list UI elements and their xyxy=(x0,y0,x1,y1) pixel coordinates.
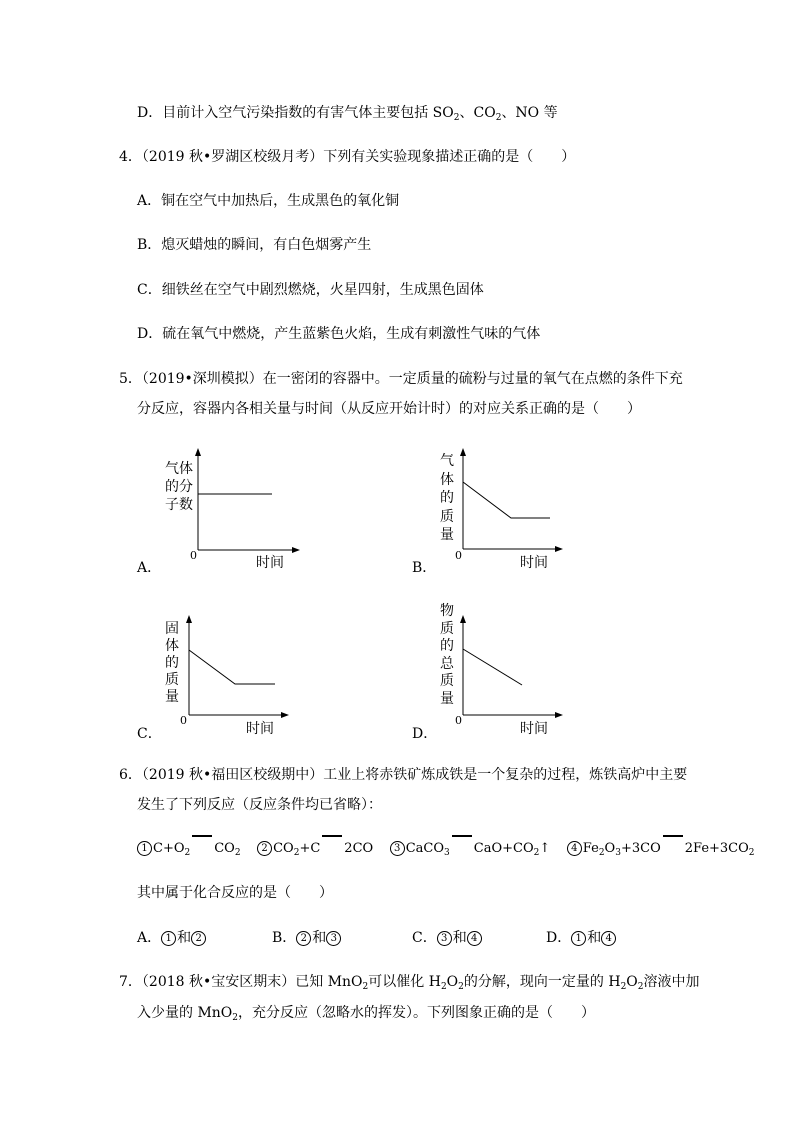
q6-stem-line1: 6．（2019 秋•福田区校级期中）工业上将赤铁矿炼成铁是一个复杂的过程，炼铁高炉中主要 xyxy=(119,767,688,783)
graph-c-xlabel: 时间 xyxy=(246,721,274,737)
graph-d-ylabel: 物 质 的 总 质 量 xyxy=(440,603,454,707)
reaction-4: 4 $Fe_2O_3+3CO$ $2Fe+3CO_2$ xyxy=(567,841,755,856)
q5-stem-line2: 分反应，容器内各相关量与时间（从反应开始计时）的对应关系正确的是（ ） xyxy=(137,401,641,417)
reaction-3: 3 CaCO$_3$ $CaO+CO_2↑$ xyxy=(390,841,551,856)
q6-option-c: C． 3 和 4 xyxy=(412,928,483,948)
q7-stem-line2: 入少量的 MnO$_2$，充分反应（忽略水的挥发）。下列图象正确的是（ ） xyxy=(137,1005,596,1023)
graph-b-origin: 0 xyxy=(455,549,462,562)
graph-d-xlabel: 时间 xyxy=(520,721,548,737)
graph-a-origin: 0 xyxy=(190,549,197,562)
q6-stem-line2: 发生了下列反应（反应条件均已省略）： xyxy=(137,797,382,813)
q4-option-d: D．硫在氧气中燃烧，产生蓝紫色火焰，生成有刺激性气味的气体 xyxy=(137,326,541,342)
graph-c-ylabel: 固 体 的 质 量 xyxy=(165,621,179,705)
reaction-2: 2 $CO_2+C$ 2CO xyxy=(257,841,373,856)
graph-d-option: D． xyxy=(412,726,438,742)
graph-d-origin: 0 xyxy=(455,714,462,727)
q6-reactions xyxy=(137,839,755,859)
q4-option-b: B．熄灭蜡烛的瞬间，有白色烟雾产生 xyxy=(137,237,372,253)
q6-option-b: B． 2 和 3 xyxy=(272,928,342,948)
graph-a-option: A． xyxy=(137,560,162,576)
graph-a-xlabel: 时间 xyxy=(256,555,284,571)
graph-a-ylabel: 气体 的分 子数 xyxy=(165,461,193,513)
q4-option-c: C．细铁丝在空气中剧烈燃烧，火星四射，生成黑色固体 xyxy=(137,282,484,298)
q4-stem: 4．（2019 秋•罗湖区校级月考）下列有关实验现象描述正确的是（ ） xyxy=(119,149,576,165)
q7-stem-line1: 7．（2018 秋•宝安区期末）已知 MnO$_2$可以催化 $H_2O_2$的分解，现向一定量的 $H_2O_2$溶液中加 xyxy=(119,974,700,992)
q6-question: 其中属于化合反应的是（ ） xyxy=(137,885,333,901)
graph-b-xlabel: 时间 xyxy=(520,555,548,571)
reaction-1: 1 $C+O_2$ $CO_2$ xyxy=(137,841,241,856)
q5-stem-line1: 5．（2019•深圳模拟）在一密闭的容器中。一定质量的硫粉与过量的氧气在点燃的条件下充 xyxy=(119,371,683,387)
graph-d-data-line xyxy=(463,649,522,685)
graph-b-ylabel: 气 体 的 质 量 xyxy=(440,453,454,543)
q3-option-d: D．目前计入空气污染指数的有害气体主要包括 $SO_2$、$CO_2$、NO 等 xyxy=(137,105,558,123)
graph-b-option: B． xyxy=(412,560,437,576)
q6-option-a: A． 1 和 2 xyxy=(137,928,207,948)
q6-option-d: D． 1 和 4 xyxy=(546,928,617,948)
graph-c-origin: 0 xyxy=(180,714,187,727)
graph-c-option: C． xyxy=(137,726,162,742)
q4-option-a: A．铜在空气中加热后，生成黑色的氧化铜 xyxy=(137,193,400,209)
